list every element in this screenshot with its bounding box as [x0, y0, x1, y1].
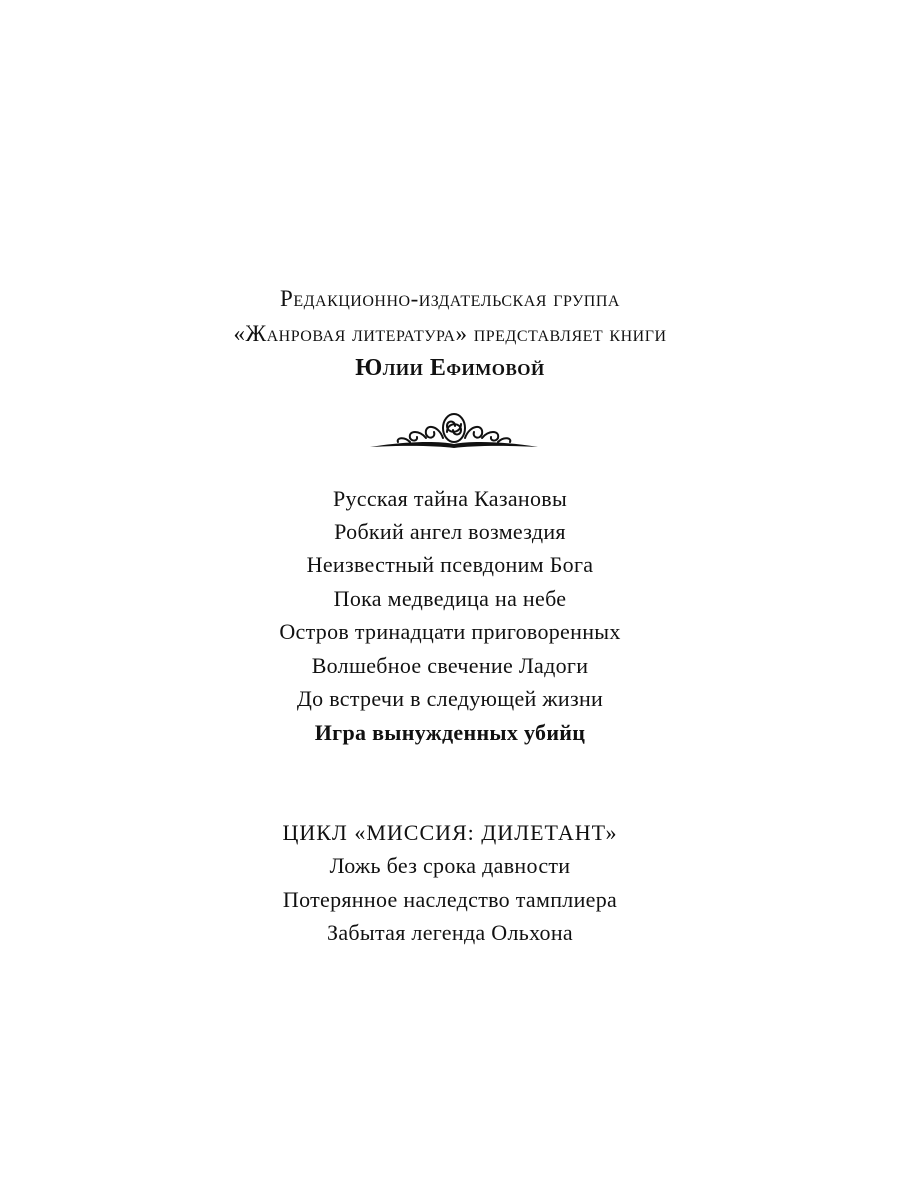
- flourish-icon: [368, 408, 540, 454]
- cycle-book-1: Ложь без срока давности: [329, 853, 571, 878]
- book-title-5: Остров тринадцати приговоренных: [279, 619, 621, 644]
- publisher-line-1: Редакционно-издательская группа: [280, 286, 620, 311]
- publisher-line-2: «Жанровая литература» представляет книги: [233, 321, 667, 346]
- book-title-6: Волшебное свечение Ладоги: [311, 653, 589, 678]
- cycle-book-3: Забытая легенда Ольхона: [327, 920, 573, 945]
- author-name: Юлии Ефимовой: [355, 355, 545, 381]
- book-title-4: Пока медведица на небе: [333, 586, 567, 611]
- book-title-2: Робкий ангел возмездия: [334, 519, 566, 544]
- book-title-3: Неизвестный псевдоним Бога: [306, 552, 594, 577]
- book-title-8: Игра вынужденных убийц: [314, 720, 586, 745]
- cycle-book-2: Потерянное наследство тамплиера: [282, 887, 618, 912]
- cycle-title: ЦИКЛ «МИССИЯ: ДИЛЕТАНТ»: [282, 820, 618, 845]
- book-title-7: До встречи в следующей жизни: [296, 686, 604, 711]
- book-title-1: Русская тайна Казановы: [332, 486, 568, 511]
